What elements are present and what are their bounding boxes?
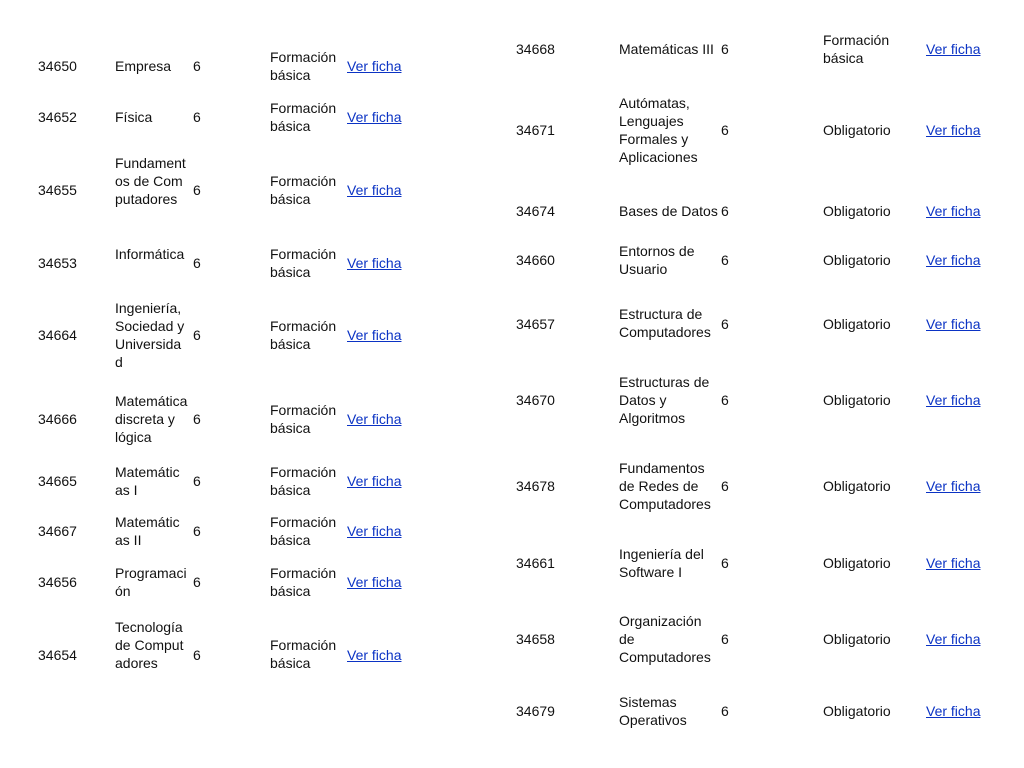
ver-ficha-link[interactable]: Ver ficha bbox=[926, 252, 981, 268]
ver-ficha-link[interactable]: Ver ficha bbox=[926, 478, 981, 494]
subject-credits: 6 bbox=[721, 203, 729, 219]
subject-type: Obligatorio bbox=[823, 316, 891, 332]
subject-name: Entornos de Usuario bbox=[619, 243, 695, 277]
subject-credits: 6 bbox=[193, 473, 201, 489]
subject-credits: 6 bbox=[193, 58, 201, 74]
subject-credits: 6 bbox=[193, 411, 201, 427]
subject-type: Formación básica bbox=[270, 402, 337, 436]
ver-ficha-link[interactable]: Ver ficha bbox=[347, 109, 402, 125]
ver-ficha-link[interactable]: Ver ficha bbox=[926, 631, 981, 647]
subject-type: Formación básica bbox=[270, 565, 337, 599]
ver-ficha-link[interactable]: Ver ficha bbox=[347, 523, 402, 539]
ver-ficha-link[interactable]: Ver ficha bbox=[926, 203, 981, 219]
ver-ficha-link[interactable]: Ver ficha bbox=[926, 122, 981, 138]
subject-code: 34671 bbox=[516, 122, 555, 138]
subject-code: 34661 bbox=[516, 555, 555, 571]
subject-code: 34679 bbox=[516, 703, 555, 719]
subject-name: Empresa bbox=[115, 58, 172, 74]
subject-type: Obligatorio bbox=[823, 703, 891, 719]
ver-ficha-link[interactable]: Ver ficha bbox=[926, 316, 981, 332]
subject-type: Obligatorio bbox=[823, 555, 891, 571]
subject-name: Matemáticas I bbox=[115, 464, 180, 498]
subject-type: Obligatorio bbox=[823, 631, 891, 647]
ver-ficha-link[interactable]: Ver ficha bbox=[347, 411, 402, 427]
ver-ficha-link[interactable]: Ver ficha bbox=[347, 327, 402, 343]
subject-type: Formación básica bbox=[270, 637, 337, 671]
subject-code: 34667 bbox=[38, 523, 77, 539]
subject-type: Formación básica bbox=[270, 514, 337, 548]
subject-name: Física bbox=[115, 109, 153, 125]
subject-type: Obligatorio bbox=[823, 252, 891, 268]
subject-credits: 6 bbox=[721, 122, 729, 138]
subject-code: 34653 bbox=[38, 255, 77, 271]
subject-name: Matemáticas II bbox=[115, 514, 180, 548]
subject-type: Formación básica bbox=[270, 173, 337, 207]
subject-code: 34656 bbox=[38, 574, 77, 590]
subject-code: 34652 bbox=[38, 109, 77, 125]
ver-ficha-link[interactable]: Ver ficha bbox=[926, 392, 981, 408]
subject-name: Sistemas Operativos bbox=[619, 694, 687, 728]
subject-type: Obligatorio bbox=[823, 478, 891, 494]
subject-name: Tecnología de Computadores bbox=[115, 619, 184, 671]
subject-name: Fundamentos de Computadores bbox=[115, 155, 186, 207]
subject-credits: 6 bbox=[721, 631, 729, 647]
ver-ficha-link[interactable]: Ver ficha bbox=[347, 574, 402, 590]
subject-credits: 6 bbox=[721, 478, 729, 494]
subject-credits: 6 bbox=[721, 392, 729, 408]
subject-type: Formación básica bbox=[270, 246, 337, 280]
subject-credits: 6 bbox=[721, 41, 729, 57]
subject-name: Estructuras de Datos y Algoritmos bbox=[619, 374, 710, 426]
subject-code: 34654 bbox=[38, 647, 77, 663]
subject-type: Obligatorio bbox=[823, 122, 891, 138]
subject-credits: 6 bbox=[193, 255, 201, 271]
subject-credits: 6 bbox=[193, 182, 201, 198]
subject-type: Formación básica bbox=[270, 49, 337, 83]
subject-code: 34650 bbox=[38, 58, 77, 74]
subject-type: Formación básica bbox=[270, 100, 337, 134]
subject-code: 34664 bbox=[38, 327, 77, 343]
subject-code: 34658 bbox=[516, 631, 555, 647]
subject-code: 34655 bbox=[38, 182, 77, 198]
subject-name: Ingeniería, Sociedad y Universidad bbox=[115, 300, 185, 370]
subject-name: Programación bbox=[115, 565, 187, 599]
subject-code: 34670 bbox=[516, 392, 555, 408]
subject-credits: 6 bbox=[721, 252, 729, 268]
subject-code: 34666 bbox=[38, 411, 77, 427]
ver-ficha-link[interactable]: Ver ficha bbox=[347, 58, 402, 74]
subject-name: Autómatas, Lenguajes Formales y Aplicaciones bbox=[619, 95, 698, 165]
subject-type: Obligatorio bbox=[823, 392, 891, 408]
subject-code: 34678 bbox=[516, 478, 555, 494]
subject-code: 34674 bbox=[516, 203, 555, 219]
subject-name: Organización de Computadores bbox=[619, 613, 711, 665]
ver-ficha-link[interactable]: Ver ficha bbox=[347, 473, 402, 489]
subject-credits: 6 bbox=[721, 703, 729, 719]
subject-name: Matemáticas III bbox=[619, 41, 714, 57]
ver-ficha-link[interactable]: Ver ficha bbox=[347, 255, 402, 271]
subject-name: Matemática discreta y lógica bbox=[115, 393, 188, 445]
subject-name: Bases de Datos bbox=[619, 203, 718, 219]
subject-type: Formación básica bbox=[270, 464, 337, 498]
subject-credits: 6 bbox=[193, 327, 201, 343]
subject-code: 34665 bbox=[38, 473, 77, 489]
subject-credits: 6 bbox=[193, 523, 201, 539]
subject-credits: 6 bbox=[193, 647, 201, 663]
ver-ficha-link[interactable]: Ver ficha bbox=[347, 182, 402, 198]
subject-code: 34660 bbox=[516, 252, 555, 268]
subject-name: Informática bbox=[115, 246, 185, 262]
subject-credits: 6 bbox=[193, 109, 201, 125]
ver-ficha-link[interactable]: Ver ficha bbox=[347, 647, 402, 663]
subject-type: Formación básica bbox=[823, 32, 890, 66]
subject-credits: 6 bbox=[721, 555, 729, 571]
subject-credits: 6 bbox=[193, 574, 201, 590]
ver-ficha-link[interactable]: Ver ficha bbox=[926, 703, 981, 719]
subject-type: Formación básica bbox=[270, 318, 337, 352]
ver-ficha-link[interactable]: Ver ficha bbox=[926, 555, 981, 571]
subject-name: Estructura de Computadores bbox=[619, 306, 711, 340]
subject-name: Fundamentos de Redes de Computadores bbox=[619, 460, 711, 512]
ver-ficha-link[interactable]: Ver ficha bbox=[926, 41, 981, 57]
subject-code: 34657 bbox=[516, 316, 555, 332]
subject-type: Obligatorio bbox=[823, 203, 891, 219]
subject-code: 34668 bbox=[516, 41, 555, 57]
subject-name: Ingeniería del Software I bbox=[619, 546, 704, 580]
subject-credits: 6 bbox=[721, 316, 729, 332]
